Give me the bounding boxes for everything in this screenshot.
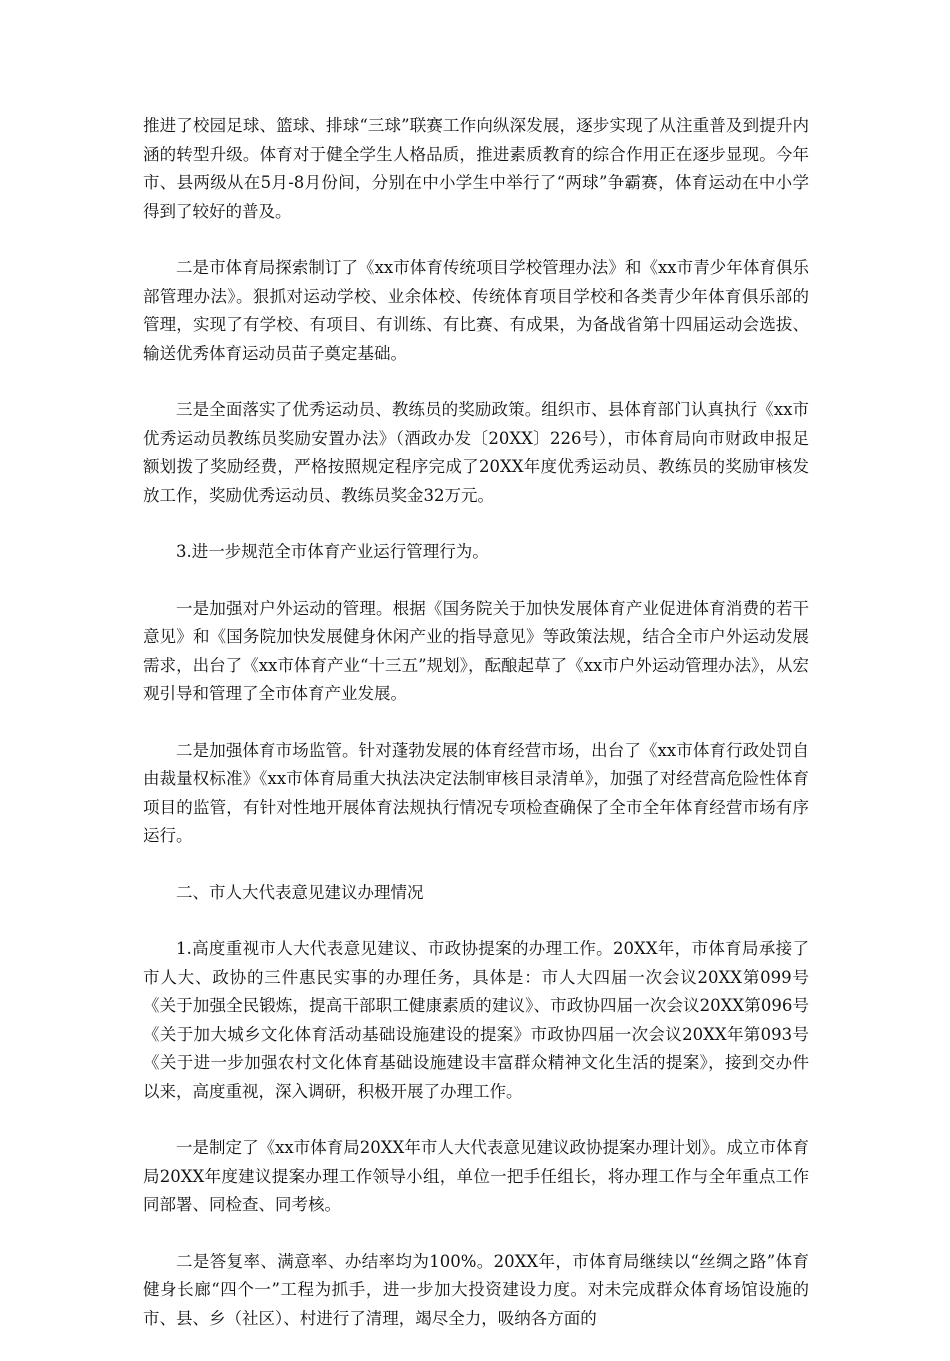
paragraph-management-measures: 二是市体育局探索制订了《xx市体育传统项目学校管理办法》和《xx市青少年体育俱乐部管理办法》。狠抓对运动学校、业余体校、传统体育项目学校和各类青少年体育俱乐部的管理，实现了有学校、有项目、有训练、有比赛、有成果，为备战省第十四届运动会选拔、输送优秀体育运动员苗子奠定基础。 [143,258,809,363]
paragraph-handling-plan: 一是制定了《xx市体育局20XX年市人大代表意见建议政协提案办理计划》。成立市体育局20XX年度建议提案办理工作领导小组，单位一把手任组长，将办理工作与全年重点工作同部署、同检查、同考核。 [143,1138,809,1214]
paragraph-school-ball-games: 推进了校园足球、篮球、排球“三球”联赛工作向纵深发展，逐步实现了从注重普及到提升内涵的转型升级。体育对于健全学生人格品质，推进素质教育的综合作用正在逐步显现。今年市、县两级从在5月-8月份间，分别在中小学生中举行了“两球”争霸赛，体育运动在中小学得到了较好的普及。 [143,116,809,221]
paragraph-completion-rate: 二是答复率、满意率、办结率均为100%。20XX年，市体育局继续以“丝绸之路”体育健身长廊“四个一”工程为抓手，进一步加大投资建设力度。对未完成群众体育场馆设施的市、县、乡（社区）、村进行了清理，竭尽全力，吸纳各方面的 [143,1251,809,1328]
document-body [143,112,809,1361]
paragraph-proposal-handling: 1.高度重视市人大代表意见建议、市政协提案的办理工作。20XX年，市体育局承接了市人大、政协的三件惠民实事的办理任务，具体是：市人大四届一次会议20XX第099号《关于加强全民锻炼，提高干部职工健康素质的建议》、市政协四届一次会议20XX第096号《关于加大城乡文化体育活动基础设施建设的提案》市政协四届一次会议20XX年第093号《关于进一步加强农村文化体育基础设施建设丰富群众精神文化生活的提案》，接到交办件以来，高度重视，深入调研，积极开展了办理工作。 [143,939,809,1101]
paragraph-market-supervision: 二是加强体育市场监管。针对蓬勃发展的体育经营市场，出台了《xx市体育行政处罚自由裁量权标准》《xx市体育局重大执法决定法制审核目录清单》，加强了对经营高危险性体育项目的监管，有针对性地开展体育法规执行情况专项检查确保了全市全年体育经营市场有序运行。 [143,740,809,845]
section-heading-industry: 3.进一步规范全市体育产业运行管理行为。 [176,542,489,561]
paragraph-outdoor-sports: 一是加强对户外运动的管理。根据《国务院关于加快发展体育产业促进体育消费的若干意见》和《国务院加快发展健身休闲产业的指导意见》等政策法规，结合全市户外运动发展需求，出台了《xx市体育产业“十三五”规划》，酝酿起草了《xx市户外运动管理办法》，从宏观引导和管理了全市体育产业发展。 [143,598,809,703]
section-heading-npc-suggestions: 二、市人大代表意见建议办理情况 [176,882,424,902]
paragraph-reward-policy: 三是全面落实了优秀运动员、教练员的奖励政策。组织市、县体育部门认真执行《xx市优秀运动员教练员奖励安置办法》（酒政办发〔20XX〕226号），市体育局向市财政申报足额划拨了奖励经费，严格按照规定程序完成了20XX年度优秀运动员、教练员的奖励审核发放工作，奖励优秀运动员、教练员奖金32万元。 [143,400,809,505]
